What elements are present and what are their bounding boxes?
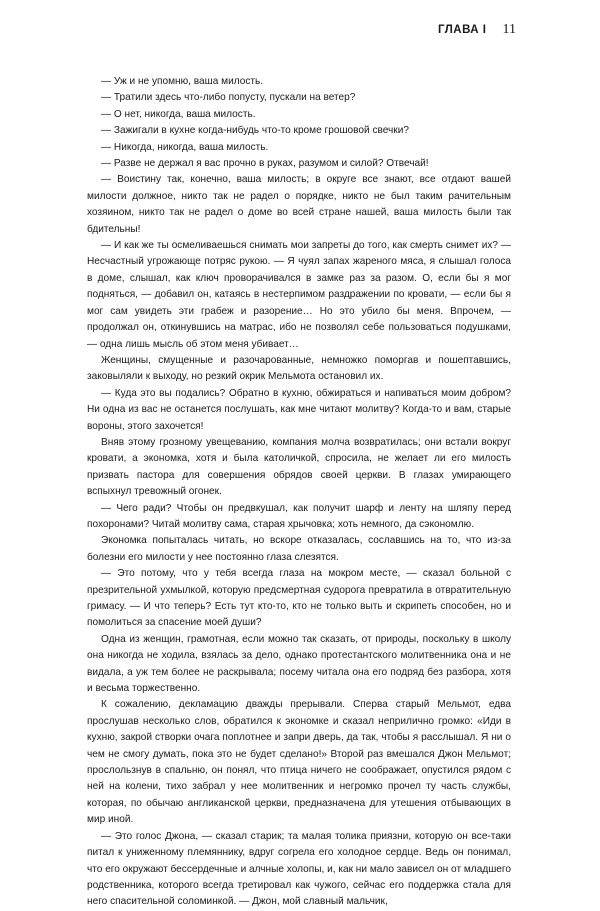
paragraph: — О нет, никогда, ваша милость.	[101, 108, 256, 120]
paragraph: К сожалению, декламацию дважды прерывали. Сперва старый Мельмот, едва прослушав несколько слов, обратился к экономке и сказал неприлично громко: «Иди в кухню, закрой створки очага поплотнее и запри дверь, да так, чтобы я расслышал. Я ни о чем не смогу думать, пока это не будет сделано!» Второй раз вмешался Джон Мельмот; прослользнув в спальню, он понял, что птица ничего не соображает, опустился рядом с ней на колени, тихо забрал у нее молитвенник и негромко прочел ту часть службы, которая, по обычаю англиканской церкви, предназначена для утешения отбывающих в мир иной.	[87, 699, 511, 826]
paragraph: — Зажигали в кухне когда-нибудь что-то кроме грошовой свечки?	[101, 125, 409, 137]
paragraph: Одна из женщин, грамотная, если можно так сказать, от природы, поскольку в школу она никогда не ходила, взялась за дело, однако протестантского молитвенника она и не видала, а уж тем более не раскрывала; посему читала она его подряд без разбора, хотя и весьма торжественно.	[87, 633, 511, 695]
paragraph: — Это голос Джона, — сказал старик; та малая толика приязни, которую он все-таки питал к униженному племяннику, вдруг согрела его холодное сердце. Ведь он понимал, что его окружают бессердечные и алчные холопы, и, как ни мало зависел он от младшего родственника, которого всегда третировал как чужого, сейчас его поддержка стала для него спасительной соломинкой. — Джон, мой славный мальчик,	[87, 830, 511, 908]
page-number: 11	[502, 22, 516, 37]
paragraph: Женщины, смущенные и разочарованные, немножко поморгав и пошептавшись, заковыляли к выходу, но резкий окрик Мельмота остановил их.	[87, 354, 511, 383]
paragraph: — Уж и не упомню, ваша милость.	[101, 76, 264, 87]
body-text	[87, 74, 511, 911]
paragraph: — Это потому, что у тебя всегда глаза на мокром месте, — сказал больной с презрительной ухмылкой, которую предсмертная судорога превратила в отвратительную гримасу. — И что теперь? Есть тут кто-то, кто не только выть и скрипеть способен, но и помолиться за спасение моей души?	[87, 568, 511, 629]
paragraph: Вняв этому грозному увещеванию, компания молча возвратилась; они встали вокруг кровати, а экономка, хотя и была католичкой, спросила, не желает ли его милость призвать пастора для совершения обрядов своей церкви. В глазах умирающего вспыхнул тревожный огонек.	[87, 436, 511, 498]
paragraph: — И как же ты осмеливаешься снимать мои запреты до того, как смерть снимет их? — Несчастный угрожающе потряс рукою. — Я чуял запах жареного мяса, я слышал голоса в доме, слышал, как ключ проворачивался в замке раз за разом. О, если бы я мог подняться, — добавил он, катаясь в нестерпимом раздражении по кровати, — если бы я мог сам увидеть эти грабеж и разорение… Но это убило бы меня. Впрочем, — продолжал он, откинувшись на матрас, ибо не позволял себе пользоваться подушками, — одна лишь мысль об этом меня убивает…	[87, 240, 511, 350]
paragraph: — Куда это вы подались? Обратно в кухню, обжираться и напиваться моим добром? Ни одна из вас не останется послушать, как мне читают молитву? Когда-то и вам, старые вороны, этого захочется!	[87, 387, 511, 432]
chapter-label: ГЛАВА I	[437, 24, 487, 36]
paragraph: — Воистину так, конечно, ваша милость; в округе все знают, все отдают вашей милости должное, никто так не радел о порядке, никто не был таким рачительным хозяином, никто так не радел о доме во всей стране нашей, ваша милость были так бдительны!	[87, 174, 511, 235]
paragraph: — Тратили здесь что-либо попусту, пускали на ветер?	[101, 92, 356, 104]
paragraph: — Никогда, никогда, ваша милость.	[101, 141, 269, 153]
running-header	[438, 22, 516, 38]
paragraph: — Разве не держал я вас прочно в руках, разумом и силой? Отвечай!	[101, 158, 429, 170]
paragraph: — Чего ради? Чтобы он предвкушал, как получит шарф и ленту на шляпу перед похоронами? Читай молитву сама, старая хрычовка; хоть немного, да сэкономлю.	[87, 502, 511, 530]
paragraph: Экономка попыталась читать, но вскоре отказалась, сославшись на то, что из-за болезни его милости у нее постоянно глаза слезятся.	[87, 535, 511, 563]
